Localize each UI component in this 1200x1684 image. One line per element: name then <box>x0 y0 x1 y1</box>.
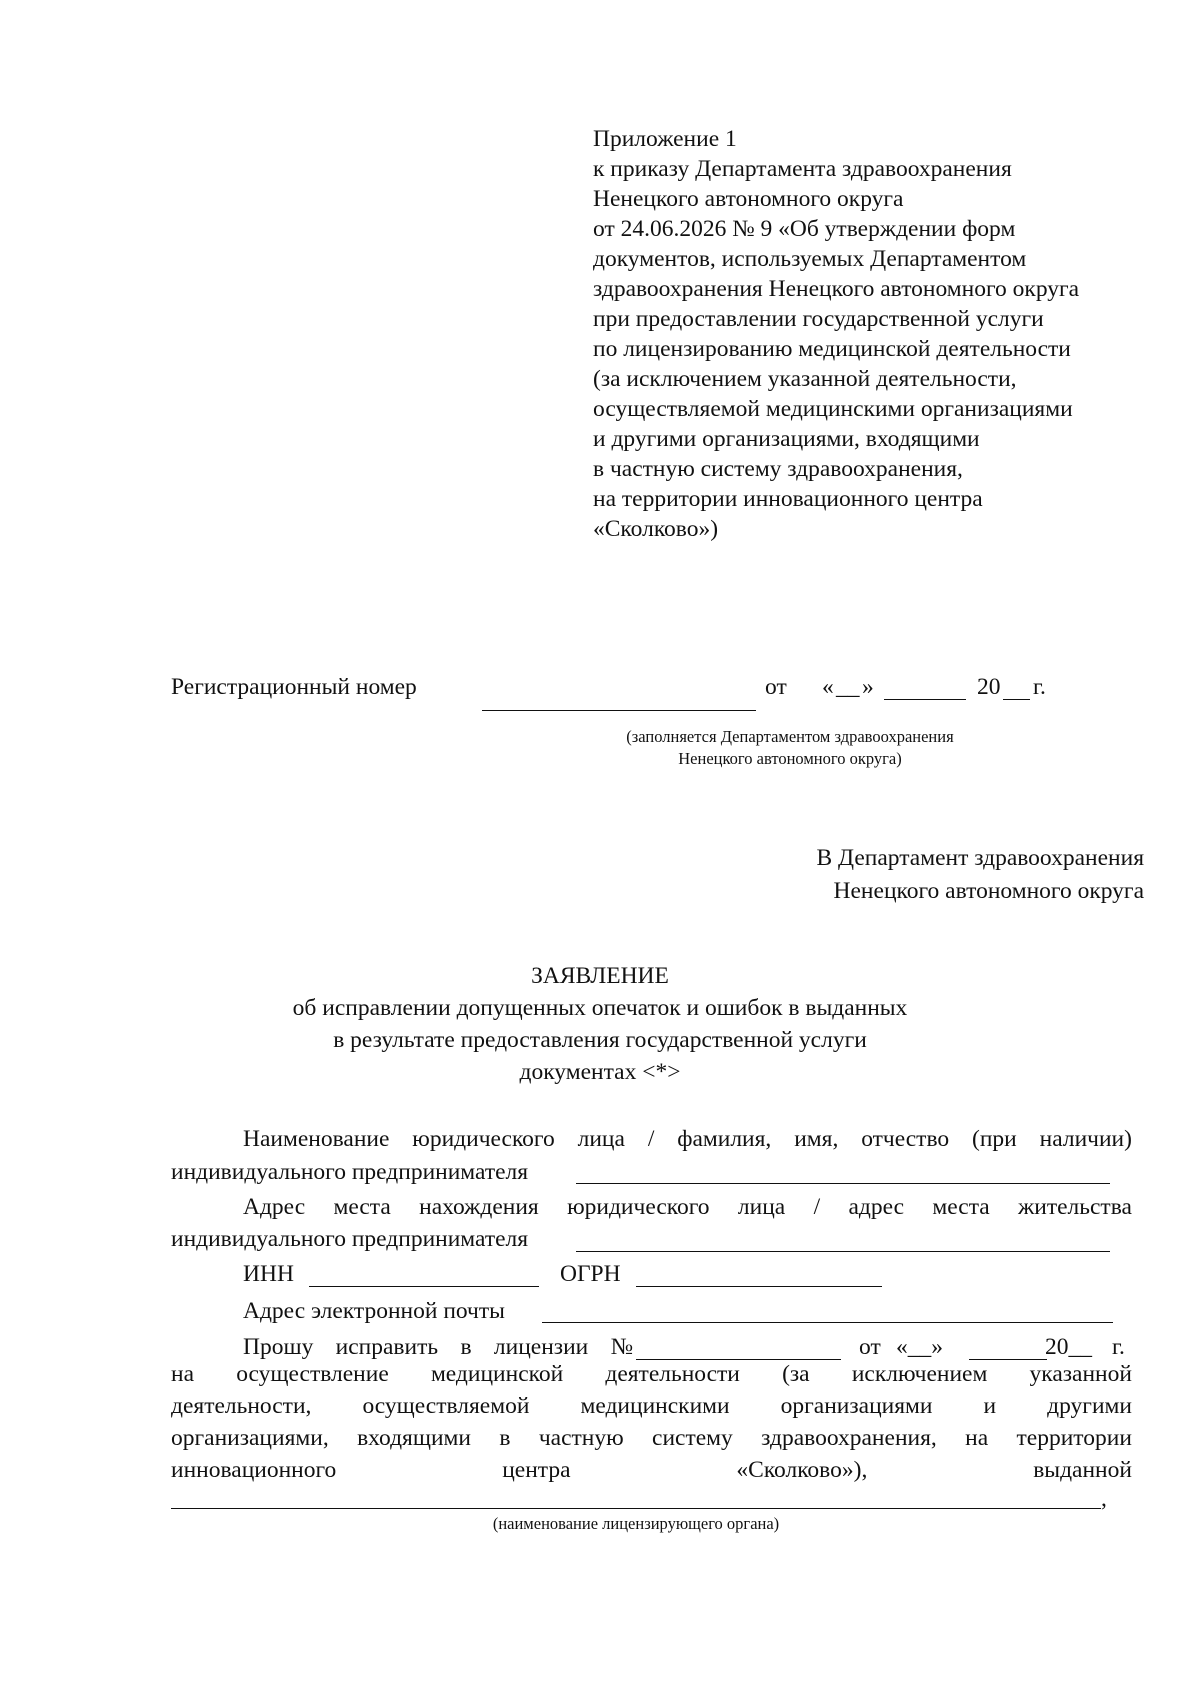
registration-year-suffix: г. <box>1033 674 1046 700</box>
annex-line: Ненецкого автономного округа <box>593 186 904 212</box>
word: (при <box>972 1126 1017 1152</box>
email-label: Адрес электронной почты <box>243 1298 505 1324</box>
word: лица <box>737 1194 786 1220</box>
annex-header <box>593 124 1079 544</box>
word: другими <box>1047 1393 1132 1419</box>
word: и <box>983 1393 997 1419</box>
request-date[interactable]: «__» <box>896 1334 943 1360</box>
word: на <box>965 1425 989 1451</box>
name-label-line <box>243 1124 1132 1154</box>
annex-line: и другими организациями, входящими <box>593 426 980 452</box>
registration-year-line[interactable] <box>1003 699 1030 700</box>
word: / <box>647 1126 655 1152</box>
registration-year: 20 <box>977 674 1001 700</box>
issuer-comma: , <box>1101 1486 1107 1512</box>
name-label-cont: индивидуального предпринимателя <box>171 1159 529 1185</box>
word: деятельности <box>605 1361 740 1387</box>
word: «Сколково»), <box>736 1457 868 1483</box>
annex-line: на территории инновационного центра <box>593 486 983 512</box>
registration-date-close: » <box>862 674 874 700</box>
inn-field-line[interactable] <box>309 1286 539 1287</box>
word: Прошу <box>243 1334 314 1360</box>
word: юридического <box>567 1194 710 1220</box>
registration-note-line2: Ненецкого автономного округа) <box>678 749 902 768</box>
name-field-line[interactable] <box>576 1183 1110 1184</box>
word: места <box>333 1194 391 1220</box>
inn-label: ИНН <box>243 1261 294 1287</box>
word: выданной <box>1033 1457 1132 1483</box>
registration-from: от <box>765 674 787 700</box>
annex-line: в частную систему здравоохранения, <box>593 456 963 482</box>
ogrn-field-line[interactable] <box>636 1286 882 1287</box>
title-line2: в результате предоставления государственной услуги <box>333 1027 867 1053</box>
word: центра <box>502 1457 571 1483</box>
registration-date-day[interactable]: __ <box>836 674 860 700</box>
word: / <box>813 1194 821 1220</box>
word: здравоохранения, <box>761 1425 937 1451</box>
word: осуществление <box>236 1361 389 1387</box>
word: фамилия, <box>677 1126 772 1152</box>
address-label-cont: индивидуального предпринимателя <box>171 1226 529 1252</box>
word: на <box>171 1361 195 1387</box>
address-field-line[interactable] <box>576 1251 1110 1252</box>
word: инновационного <box>171 1457 337 1483</box>
address-label-line <box>243 1192 1132 1222</box>
addressee-line2: Ненецкого автономного округа <box>833 878 1144 904</box>
word: юридического <box>412 1126 555 1152</box>
email-field-line[interactable] <box>542 1322 1113 1323</box>
ogrn-label: ОГРН <box>560 1261 621 1287</box>
word: отчество <box>861 1126 950 1152</box>
annex-line: осуществляемой медицинскими организациями <box>593 396 1073 422</box>
word: деятельности, <box>171 1393 312 1419</box>
issuer-field-line[interactable] <box>171 1508 1101 1509</box>
registration-date-open: « <box>822 674 834 700</box>
paragraph-line2 <box>171 1391 1132 1421</box>
word: систему <box>652 1425 733 1451</box>
annex-line: от 24.06.2026 № 9 «Об утверждении форм <box>593 216 1016 242</box>
word: имя, <box>794 1126 839 1152</box>
word: места <box>932 1194 990 1220</box>
word: осуществляемой <box>362 1393 530 1419</box>
request-from: от <box>859 1334 881 1360</box>
registration-month-line[interactable] <box>884 699 966 700</box>
word: жительства <box>1018 1194 1132 1220</box>
title-line1: об исправлении допущенных опечаток и ошибок в выданных <box>292 995 908 1021</box>
word: Наименование <box>243 1126 390 1152</box>
word: исправить <box>335 1334 439 1360</box>
paragraph-line4 <box>171 1455 1132 1485</box>
word: входящими <box>357 1425 471 1451</box>
request-year[interactable]: 20__ <box>1045 1334 1092 1360</box>
word: (за <box>782 1361 810 1387</box>
paragraph-line1 <box>171 1359 1132 1389</box>
annex-line: при предоставлении государственной услуги <box>593 306 1044 332</box>
word: медицинской <box>430 1361 564 1387</box>
annex-line: здравоохранения Ненецкого автономного округа <box>593 276 1080 302</box>
word: нахождения <box>419 1194 539 1220</box>
annex-line: (за исключением указанной деятельности, <box>593 366 1017 392</box>
registration-number-line[interactable] <box>482 710 756 711</box>
annex-line: Приложение 1 <box>593 126 737 152</box>
word: организациями, <box>171 1425 329 1451</box>
issuer-caption: (наименование лицензирующего органа) <box>492 1514 780 1533</box>
word: частную <box>538 1425 624 1451</box>
title-line3: документах <*> <box>519 1059 681 1085</box>
word: наличии) <box>1039 1126 1132 1152</box>
word: организациями <box>780 1393 933 1419</box>
request-year-suffix: г. <box>1112 1334 1125 1360</box>
word: № <box>610 1334 633 1360</box>
word: в <box>499 1425 511 1451</box>
word: лица <box>577 1126 625 1152</box>
addressee-line1: В Департамент здравоохранения <box>816 845 1144 871</box>
annex-line: документов, используемых Департаментом <box>593 246 1027 272</box>
request-label <box>243 1332 633 1362</box>
title-heading: ЗАЯВЛЕНИЕ <box>531 963 669 989</box>
paragraph-line3 <box>171 1423 1132 1453</box>
registration-label: Регистрационный номер <box>171 674 417 700</box>
annex-line: по лицензированию медицинской деятельности <box>593 336 1071 362</box>
word: в <box>460 1334 472 1360</box>
document-title <box>0 960 1200 1088</box>
word: территории <box>1016 1425 1132 1451</box>
word: медицинскими <box>580 1393 730 1419</box>
word: Адрес <box>243 1194 306 1220</box>
registration-note-line1: (заполняется Департаментом здравоохранения <box>626 727 954 746</box>
word: лицензии <box>493 1334 589 1360</box>
word: указанной <box>1029 1361 1132 1387</box>
annex-line: к приказу Департамента здравоохранения <box>593 156 1012 182</box>
word: исключением <box>851 1361 988 1387</box>
word: адрес <box>848 1194 905 1220</box>
annex-line: «Сколково») <box>593 516 719 542</box>
